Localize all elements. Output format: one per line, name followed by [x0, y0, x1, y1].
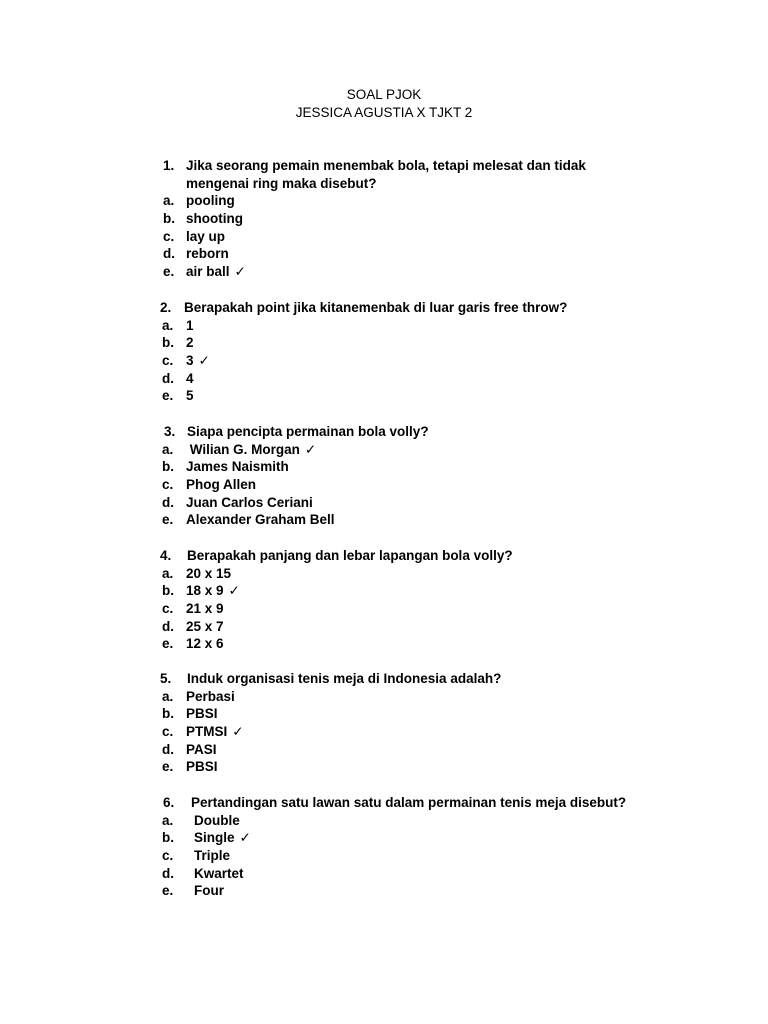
answer-option	[0, 387, 768, 405]
question-text-continued: mengenai ring maka disebut?	[186, 175, 377, 191]
answer-option	[0, 317, 768, 335]
option-letter: a.	[162, 441, 174, 457]
option-letter: b.	[163, 211, 175, 227]
option-letter: c.	[162, 601, 174, 617]
answer-option	[0, 565, 768, 583]
answer-option	[0, 476, 768, 494]
option-text: pooling	[186, 193, 235, 209]
option-letter: b.	[162, 830, 174, 846]
answer-option	[0, 511, 768, 529]
option-text: Perbasi	[186, 688, 235, 704]
answer-option	[0, 847, 768, 865]
check-mark-icon: ✓	[239, 830, 251, 846]
answer-option	[0, 441, 768, 459]
option-text: 20 x 15	[186, 565, 232, 581]
option-letter: c.	[162, 353, 174, 369]
option-letter: d.	[162, 370, 174, 386]
option-letter: e.	[163, 264, 175, 280]
answer-option	[0, 245, 768, 263]
option-text: air ball	[186, 264, 230, 280]
option-text: shooting	[186, 211, 243, 227]
question-text: Pertandingan satu lawan satu dalam permainan tenis meja disebut?	[191, 795, 627, 810]
option-text: 21 x 9	[186, 601, 224, 617]
option-text: 12 x 6	[186, 636, 224, 652]
option-text: Triple	[194, 848, 231, 864]
question-line	[0, 175, 768, 193]
answer-option	[0, 741, 768, 759]
answer-option	[0, 370, 768, 388]
question-text: Induk organisasi tenis meja di Indonesia adalah?	[187, 671, 502, 686]
option-letter: a.	[162, 317, 174, 333]
option-text: Kwartet	[194, 865, 244, 881]
option-letter: e.	[162, 512, 174, 528]
question-line	[0, 157, 768, 175]
question-line	[0, 794, 768, 812]
option-text: PASI	[186, 741, 217, 757]
question-number: 5.	[160, 671, 172, 686]
answer-option	[0, 458, 768, 476]
question-number: 6.	[163, 795, 175, 810]
option-text: Four	[194, 883, 224, 899]
option-text: 2	[186, 335, 194, 351]
answer-option	[0, 600, 768, 618]
option-text: 5	[186, 388, 194, 404]
option-letter: e.	[162, 636, 174, 652]
option-text: Single	[194, 830, 235, 846]
question-1	[0, 157, 768, 281]
question-5	[0, 670, 768, 776]
answer-option	[0, 618, 768, 636]
option-text: Double	[194, 812, 240, 828]
answer-option	[0, 494, 768, 512]
answer-option	[0, 210, 768, 228]
answer-option	[0, 705, 768, 723]
option-letter: b.	[162, 706, 174, 722]
option-letter: d.	[162, 741, 174, 757]
option-text: Wilian G. Morgan	[186, 441, 300, 457]
option-letter: b.	[162, 583, 174, 599]
answer-option	[0, 865, 768, 883]
check-mark-icon: ✓	[304, 441, 317, 457]
question-number: 2.	[160, 300, 172, 315]
question-text: Siapa pencipta permainan bola volly?	[187, 424, 429, 439]
answer-option	[0, 635, 768, 653]
check-mark-icon: ✓	[232, 724, 244, 740]
option-letter: d.	[162, 865, 174, 881]
question-number: 4.	[160, 548, 172, 563]
question-4	[0, 547, 768, 653]
option-text: 3	[186, 353, 194, 369]
option-letter: d.	[162, 494, 174, 510]
question-text: Berapakah panjang dan lebar lapangan bola volly?	[187, 548, 513, 563]
answer-option	[0, 352, 768, 370]
option-letter: d.	[163, 246, 175, 262]
option-text: PTMSI	[186, 724, 228, 740]
option-text: reborn	[186, 246, 229, 262]
check-mark-icon: ✓	[198, 353, 210, 369]
document-title: SOAL PJOK	[346, 87, 422, 102]
answer-option	[0, 723, 768, 741]
option-letter: a.	[162, 688, 174, 704]
option-text: Alexander Graham Bell	[186, 512, 335, 528]
option-letter: c.	[162, 724, 174, 740]
answer-option	[0, 758, 768, 776]
option-letter: c.	[162, 848, 174, 864]
answer-option	[0, 812, 768, 830]
option-letter: e.	[162, 759, 174, 775]
question-text: Berapakah point jika kitanemenbak di luar garis free throw?	[184, 300, 568, 315]
answer-option	[0, 228, 768, 246]
question-number: 3.	[164, 424, 176, 439]
option-text: 4	[186, 370, 194, 386]
question-3	[0, 423, 768, 529]
answer-option	[0, 688, 768, 706]
question-line	[0, 299, 768, 317]
option-letter: d.	[162, 618, 174, 634]
question-text: Jika seorang pemain menembak bola, tetapi melesat dan tidak	[186, 158, 586, 173]
option-letter: c.	[162, 477, 174, 493]
answer-option	[0, 882, 768, 900]
option-text: James Naismith	[186, 459, 289, 475]
question-2	[0, 299, 768, 405]
option-letter: e.	[162, 388, 174, 404]
document-subtitle: JESSICA AGUSTIA X TJKT 2	[295, 105, 473, 120]
answer-option	[0, 582, 768, 600]
answer-option	[0, 829, 768, 847]
question-line	[0, 423, 768, 441]
option-letter: a.	[162, 812, 174, 828]
option-letter: a.	[163, 193, 175, 209]
answer-option	[0, 263, 768, 281]
option-text: PBSI	[186, 706, 218, 722]
option-letter: c.	[163, 228, 175, 244]
option-letter: a.	[162, 565, 174, 581]
question-number: 1.	[163, 158, 175, 173]
option-letter: b.	[162, 459, 174, 475]
option-text: 25 x 7	[186, 618, 224, 634]
question-line	[0, 670, 768, 688]
question-line	[0, 547, 768, 565]
question-6	[0, 794, 768, 900]
option-text: 18 x 9	[186, 583, 224, 599]
option-text: 1	[186, 317, 194, 333]
option-letter: b.	[162, 335, 174, 351]
option-text: PBSI	[186, 759, 218, 775]
answer-option	[0, 334, 768, 352]
option-text: Phog Allen	[186, 477, 256, 493]
check-mark-icon: ✓	[228, 583, 240, 599]
answer-option	[0, 192, 768, 210]
option-letter: e.	[162, 883, 174, 899]
option-text: Juan Carlos Ceriani	[186, 494, 313, 510]
check-mark-icon: ✓	[234, 264, 246, 280]
option-text: lay up	[186, 228, 226, 244]
